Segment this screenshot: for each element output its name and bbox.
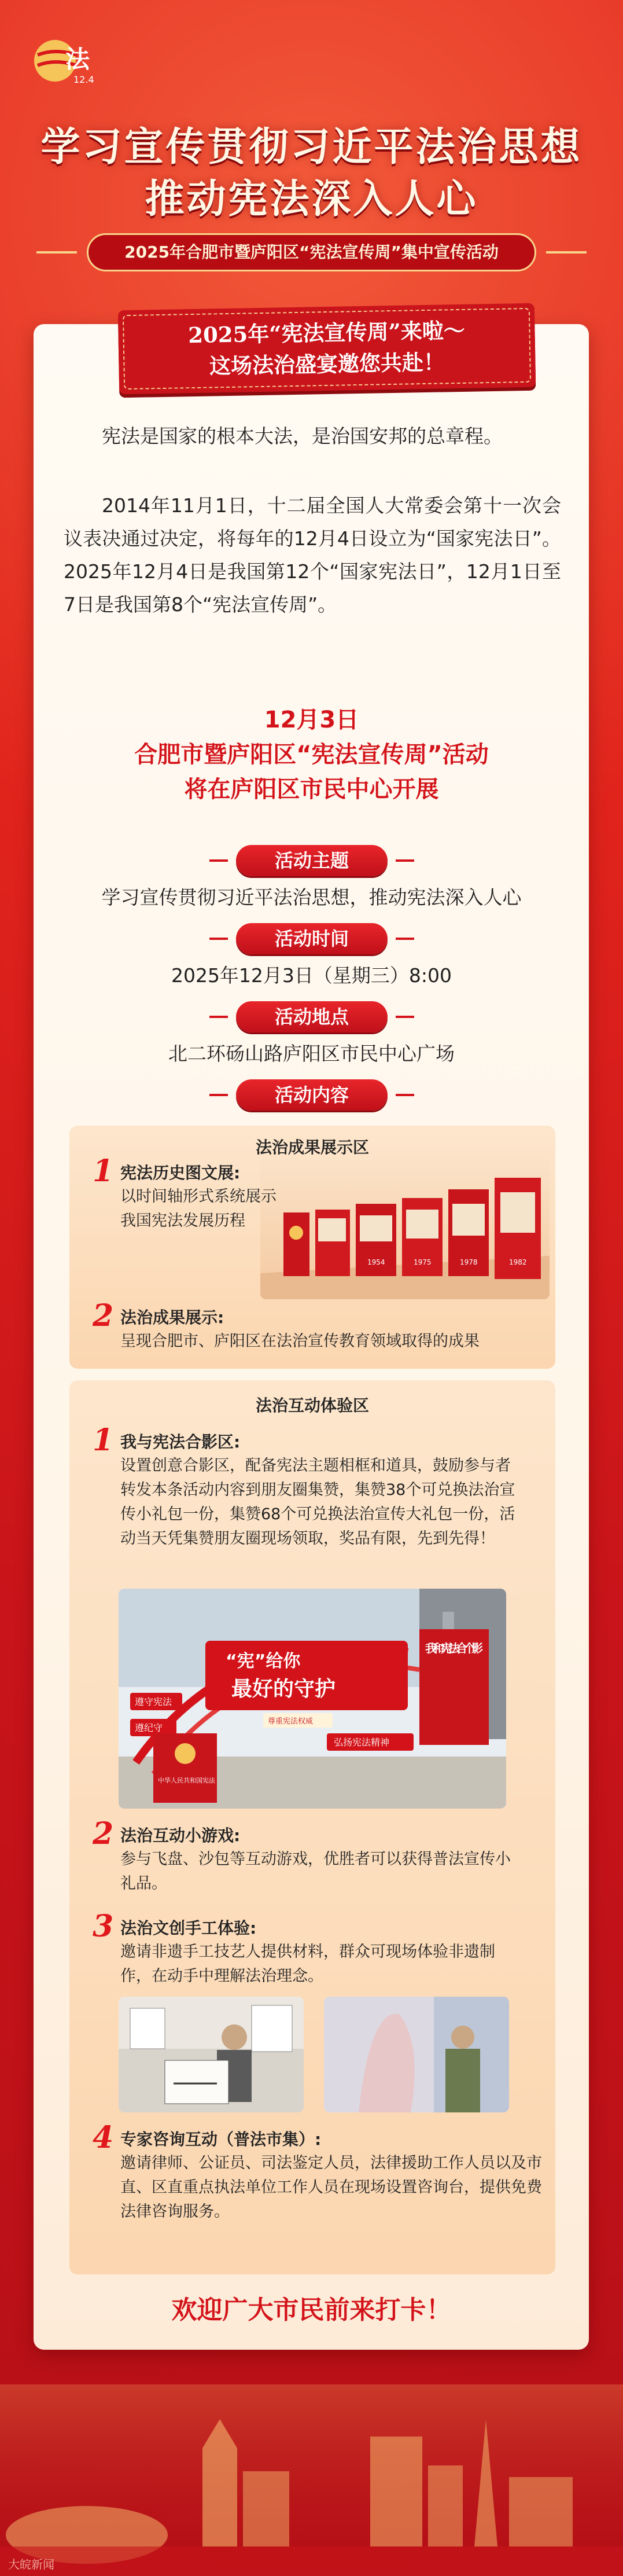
theme-value: 学习宣传贯彻习近平法治思想，推动宪法深入人心: [101, 886, 522, 909]
exhibit-year-3: 1978: [460, 1258, 478, 1266]
zone2-item3-text: 邀请非遗手工技艺人提供材料，群众可现场体验非遗制作，在动手中理解法治理念。: [120, 1943, 495, 1985]
board-slogan-big: 最好的守护: [231, 1677, 336, 1701]
content-label: 活动内容: [236, 1079, 388, 1111]
craft-photo-1: [119, 1997, 304, 2112]
constitution-day-logo: [32, 32, 107, 90]
board-tag-4: 尊重宪法权威: [268, 1717, 314, 1726]
event-banner: 2025年合肥市暨庐阳区“宪法宣传周”集中宣传活动: [87, 233, 536, 271]
history-exhibit-photo: [260, 1157, 550, 1299]
zone1-item1-title: 宪法历史图文展:: [120, 1163, 241, 1182]
city-skyline: [0, 2384, 623, 2576]
zone2-item2-text: 参与飞盘、沙包等互动游戏，优胜者可以获得普法宣传小礼品。: [120, 1850, 511, 1893]
place-value: 北二环砀山路庐阳区市民中心广场: [168, 1042, 455, 1065]
craft-photo-2: [324, 1997, 509, 2112]
logo-date: 12.4: [73, 74, 94, 85]
logo-text: 法: [65, 45, 90, 74]
event-heading-line3: 将在庐阳区市民中心开展: [184, 776, 439, 803]
intro-paragraph-1: 宪法是国家的根本大法，是治国安邦的总章程。: [102, 425, 503, 447]
zone2-item-1: [93, 1423, 550, 1580]
welcome-call: 欢迎广大市民前来打卡！: [171, 2295, 452, 2325]
zone1-item1-num: 1: [93, 1153, 114, 1189]
zone1-title: 法治成果展示区: [255, 1138, 369, 1157]
slogan-card: [118, 303, 536, 395]
board-side-title: 我和宪法合个影: [425, 1641, 483, 1655]
exhibit-year-1: 1954: [367, 1258, 385, 1266]
zone1-item2-title: 法治成果展示:: [120, 1308, 224, 1327]
zone2-item4-text: 邀请律师、公证员、司法鉴定人员，法律援助工作人员以及市直、区直重点执法单位工作人员在现场设置咨询台，提供免费法律咨询服务。: [120, 2154, 542, 2221]
main-title-line1: 学习宣传贯彻习近平法治思想: [40, 124, 583, 170]
intro-paragraph-2: 2014年11月1日，十二届全国人大常委会第十一次会议表决通过决定，将每年的12月4日设立为“国家宪法日”。2025年12月4日是我国第12个“国家宪法日”，12月1日至7日是我国第8个“宪法宣传周”。: [64, 494, 561, 616]
main-title-line2: 推动宪法深入人心: [145, 177, 478, 222]
zone1-item2-num: 2: [93, 1298, 114, 1333]
zone2-item2-num: 2: [93, 1816, 114, 1851]
place-label: 活动地点: [236, 1001, 388, 1032]
zone1-item1-text-line2: 我国宪法发展历程: [120, 1212, 245, 1230]
zone2-item3-title: 法治文创手工体验:: [120, 1919, 257, 1938]
zone-achievement-box: [69, 1126, 555, 1369]
zone2-item4-num: 4: [93, 2120, 114, 2155]
time-value: 2025年12月3日（星期三）8:00: [171, 964, 452, 987]
board-tag-2: 遵纪守: [135, 1722, 163, 1733]
board-tag-1: 遵守宪法: [135, 1696, 172, 1707]
board-book-label: 中华人民共和国宪法: [158, 1777, 215, 1784]
event-heading-line2: 合肥市暨庐阳区“宪法宣传周”活动: [134, 741, 489, 768]
zone2-item1-text: 设置创意合影区，配备宪法主题相框和道具，鼓励参与者转发本条活动内容到朋友圈集赞，集赞38个可兑换法治宣传小礼包一份，集赞68个可兑换法治宣传大礼包一份，活动当天凭集赞朋友圈现场领取，奖品有限，先到先得！: [120, 1457, 515, 1548]
zone1-item2-text: 呈现合肥市、庐阳区在法治宣传教育领域取得的成果: [120, 1332, 480, 1350]
slogan-line2: 这场法治盛宴邀您共赴！: [209, 349, 445, 379]
board-slogan-small: “宪”给你: [226, 1651, 301, 1671]
zone1-item1-text-line1: 以时间轴形式系统展示: [120, 1188, 277, 1206]
slogan-line1: 2025年“宪法宣传周”来啦～: [187, 317, 466, 348]
time-label: 活动时间: [236, 923, 388, 954]
event-date-heading: 12月3日: [264, 707, 359, 733]
zone2-item2-title: 法治互动小游戏:: [120, 1826, 241, 1845]
theme-label: 活动主题: [236, 845, 388, 876]
zone2-item4-title: 专家咨询互动（普法市集）:: [120, 2130, 322, 2149]
board-tag-3: 弘扬宪法精神: [334, 1737, 390, 1748]
zone2-item1-title: 我与宪法合影区:: [120, 1432, 241, 1451]
photo-frame-board: [119, 1589, 506, 1809]
zone-interactive-box: [69, 1380, 555, 2274]
zone2-title: 法治互动体验区: [255, 1396, 369, 1415]
exhibit-year-4: 1982: [509, 1258, 527, 1266]
zone2-item1-num: 1: [93, 1423, 114, 1458]
exhibit-year-2: 1975: [414, 1258, 432, 1266]
zone2-item3-num: 3: [93, 1909, 114, 1944]
source-watermark: 大皖新闻: [8, 2557, 54, 2571]
